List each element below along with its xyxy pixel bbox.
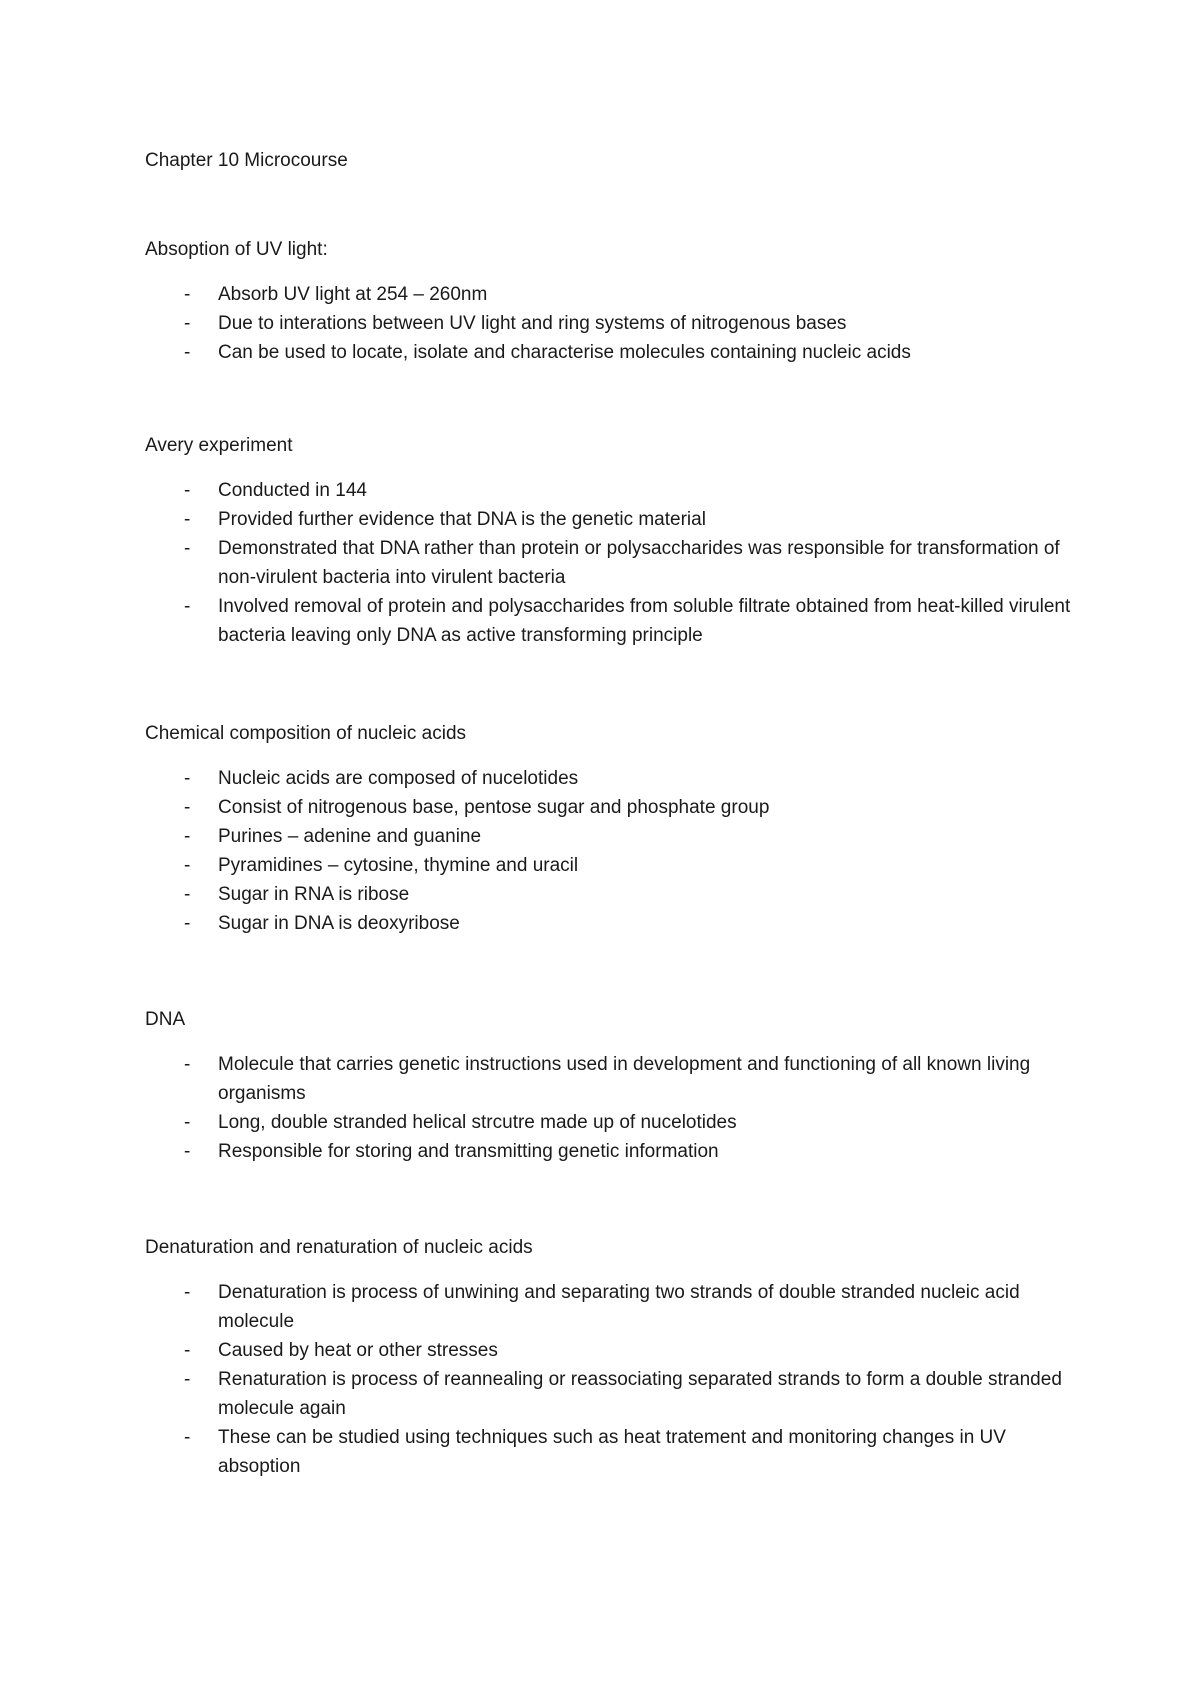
list-item bbox=[145, 309, 1075, 338]
bullet-dash: - bbox=[184, 313, 191, 334]
list-item bbox=[145, 280, 1075, 309]
bullet-dash: - bbox=[184, 1282, 191, 1303]
list-item-text: Conducted in 144 bbox=[218, 480, 367, 501]
list-item bbox=[145, 1365, 1075, 1423]
list-item-text: Denaturation is process of unwining and separating two strands of double stranded nucleic acid molecule bbox=[218, 1282, 1020, 1332]
list-item-text: These can be studied using techniques such as heat tratement and monitoring changes in UV absoption bbox=[218, 1427, 1006, 1477]
bullet-dash: - bbox=[184, 1054, 191, 1075]
bullet-list bbox=[145, 1278, 1075, 1481]
bullet-dash: - bbox=[184, 596, 191, 617]
section-heading: Avery experiment bbox=[145, 435, 293, 456]
bullet-dash: - bbox=[184, 1340, 191, 1361]
bullet-dash: - bbox=[184, 884, 191, 905]
list-item bbox=[145, 592, 1075, 650]
list-item-text: Responsible for storing and transmitting genetic information bbox=[218, 1141, 719, 1162]
bullet-dash: - bbox=[184, 1369, 191, 1390]
list-item bbox=[145, 1108, 1075, 1137]
bullet-list bbox=[145, 476, 1075, 650]
bullet-dash: - bbox=[184, 509, 191, 530]
bullet-dash: - bbox=[184, 826, 191, 847]
list-item-text: Involved removal of protein and polysaccharides from soluble filtrate obtained from heat-killed virulent bacteria leaving only DNA as active transforming principle bbox=[218, 596, 1071, 646]
section-heading: Chemical composition of nucleic acids bbox=[145, 723, 467, 744]
list-item bbox=[145, 476, 1075, 505]
list-item bbox=[145, 851, 1075, 880]
list-item bbox=[145, 1050, 1075, 1108]
section-chemical-composition bbox=[145, 719, 1075, 938]
bullet-list bbox=[145, 1050, 1075, 1166]
list-item bbox=[145, 880, 1075, 909]
list-item bbox=[145, 1336, 1075, 1365]
section-heading: Absoption of UV light: bbox=[145, 239, 328, 260]
bullet-dash: - bbox=[184, 768, 191, 789]
list-item bbox=[145, 764, 1075, 793]
list-item bbox=[145, 1278, 1075, 1336]
bullet-dash: - bbox=[184, 797, 191, 818]
bullet-list bbox=[145, 764, 1075, 938]
list-item bbox=[145, 338, 1075, 367]
section-heading: Denaturation and renaturation of nucleic acids bbox=[145, 1237, 533, 1258]
list-item-text: Absorb UV light at 254 – 260nm bbox=[218, 284, 488, 305]
bullet-dash: - bbox=[184, 538, 191, 559]
list-item-text: Due to interations between UV light and ring systems of nitrogenous bases bbox=[218, 313, 847, 334]
list-item-text: Nucleic acids are composed of nucelotides bbox=[218, 768, 579, 789]
bullet-dash: - bbox=[184, 1427, 191, 1448]
list-item-text: Demonstrated that DNA rather than protein or polysaccharides was responsible for transformation of non-virulent bacteria into virulent bacteria bbox=[218, 538, 1060, 588]
list-item-text: Consist of nitrogenous base, pentose sugar and phosphate group bbox=[218, 797, 770, 818]
list-item bbox=[145, 505, 1075, 534]
section-denaturation-renaturation bbox=[145, 1233, 1075, 1481]
bullet-dash: - bbox=[184, 855, 191, 876]
list-item-text: Purines – adenine and guanine bbox=[218, 826, 482, 847]
bullet-dash: - bbox=[184, 1141, 191, 1162]
list-item-text: Sugar in DNA is deoxyribose bbox=[218, 913, 460, 934]
section-dna bbox=[145, 1005, 1075, 1166]
list-item-text: Pyramidines – cytosine, thymine and uracil bbox=[218, 855, 579, 876]
list-item-text: Long, double stranded helical strcutre made up of nucelotides bbox=[218, 1112, 737, 1133]
bullet-dash: - bbox=[184, 1112, 191, 1133]
list-item bbox=[145, 1137, 1075, 1166]
section-heading: DNA bbox=[145, 1009, 186, 1030]
list-item bbox=[145, 822, 1075, 851]
list-item bbox=[145, 909, 1075, 938]
list-item-text: Sugar in RNA is ribose bbox=[218, 884, 410, 905]
list-item bbox=[145, 793, 1075, 822]
bullet-list bbox=[145, 280, 1075, 367]
bullet-dash: - bbox=[184, 284, 191, 305]
bullet-dash: - bbox=[184, 913, 191, 934]
list-item-text: Caused by heat or other stresses bbox=[218, 1340, 498, 1361]
section-avery-experiment bbox=[145, 431, 1075, 650]
bullet-dash: - bbox=[184, 342, 191, 363]
list-item-text: Provided further evidence that DNA is the genetic material bbox=[218, 509, 706, 530]
list-item bbox=[145, 1423, 1075, 1481]
section-uv-absorption bbox=[145, 235, 1075, 367]
list-item-text: Molecule that carries genetic instructions used in development and functioning of all known living organisms bbox=[218, 1054, 1031, 1104]
list-item-text: Can be used to locate, isolate and characterise molecules containing nucleic acids bbox=[218, 342, 911, 363]
list-item bbox=[145, 534, 1075, 592]
page-title: Chapter 10 Microcourse bbox=[145, 150, 348, 171]
list-item-text: Renaturation is process of reannealing or reassociating separated strands to form a double stranded molecule again bbox=[218, 1369, 1062, 1419]
bullet-dash: - bbox=[184, 480, 191, 501]
